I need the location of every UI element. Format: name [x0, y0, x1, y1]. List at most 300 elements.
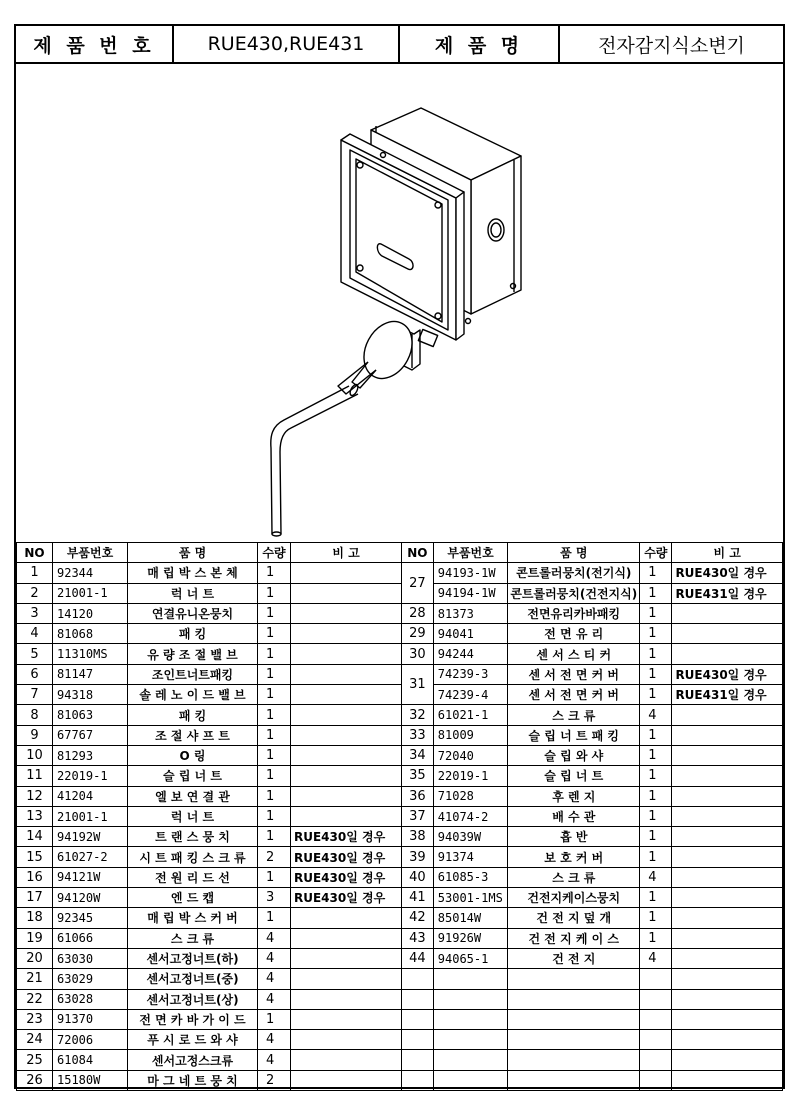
qty-cell: 1 [640, 786, 672, 806]
table-row [402, 1030, 783, 1050]
part-name-cell: 건 전 지 [508, 948, 640, 968]
part-name-cell [508, 1009, 640, 1029]
product-label: 제 품 명 [400, 26, 560, 62]
table-row [17, 1009, 402, 1029]
part-no-cell: 20 [17, 948, 53, 968]
part-code-cell: 71028 [433, 786, 508, 806]
parts-table-right [401, 542, 783, 1091]
part-code-cell: 22019-1 [433, 766, 508, 786]
table-row [17, 908, 402, 928]
note-cell [291, 786, 402, 806]
part-no-cell: 29 [402, 624, 434, 644]
header-qty: 수량 [640, 543, 672, 563]
part-name-cell: 슬 립 와 샤 [508, 745, 640, 765]
qty-cell: 1 [258, 685, 291, 705]
part-name-cell: 조 절 샤 프 트 [128, 725, 258, 745]
note-cell [672, 705, 783, 725]
note-cell [291, 644, 402, 664]
part-name-cell: 패 킹 [128, 624, 258, 644]
qty-cell: 1 [640, 685, 672, 705]
part-name-cell: 전 면 유 리 [508, 624, 640, 644]
header-qty: 수량 [258, 543, 291, 563]
part-code-cell: 72006 [53, 1030, 128, 1050]
note-cell [291, 928, 402, 948]
table-row [402, 685, 783, 705]
note-cell: RUE430일 경우 [672, 563, 783, 583]
table-row [402, 827, 783, 847]
note-cell [291, 745, 402, 765]
part-no-cell: 34 [402, 745, 434, 765]
note-cell [291, 685, 402, 705]
part-name-cell: 마 그 네 트 뭉 치 [128, 1070, 258, 1090]
part-name-cell: 센 서 전 면 커 버 [508, 685, 640, 705]
table-row [402, 908, 783, 928]
part-code-cell: 94039W [433, 827, 508, 847]
header-note: 비 고 [672, 543, 783, 563]
part-no-cell: 25 [17, 1050, 53, 1070]
header-note: 비 고 [291, 543, 402, 563]
part-no-cell [402, 969, 434, 989]
part-code-cell: 74239-4 [433, 685, 508, 705]
part-no-cell: 40 [402, 867, 434, 887]
part-code-cell: 94120W [53, 888, 128, 908]
part-no-cell: 4 [17, 624, 53, 644]
part-name-cell: 보 호 커 버 [508, 847, 640, 867]
parts-sheet [14, 24, 785, 1089]
part-name-cell: 슬 립 너 트 [128, 766, 258, 786]
table-row [17, 644, 402, 664]
part-code-cell: 92344 [53, 563, 128, 583]
product-value: 전자감지식소변기 [598, 34, 745, 57]
table-header-row [17, 543, 402, 563]
part-code-cell: 61085-3 [433, 867, 508, 887]
part-code-cell: 81373 [433, 603, 508, 623]
table-row [402, 664, 783, 684]
table-row [17, 583, 402, 603]
part-no-cell: 21 [17, 969, 53, 989]
part-code-cell: 41074-2 [433, 806, 508, 826]
part-no-cell: 42 [402, 908, 434, 928]
parts-table-left [16, 542, 402, 1091]
header-part-name: 품 명 [128, 543, 258, 563]
note-cell: RUE430일 경우 [291, 867, 402, 887]
qty-cell: 4 [258, 989, 291, 1009]
part-no-cell: 37 [402, 806, 434, 826]
qty-cell: 4 [640, 948, 672, 968]
part-code-cell: 63029 [53, 969, 128, 989]
part-name-cell: 센 서 스 티 커 [508, 644, 640, 664]
qty-cell [640, 1009, 672, 1029]
header-part-name: 품 명 [508, 543, 640, 563]
part-code-cell: 15180W [53, 1070, 128, 1090]
qty-cell: 1 [258, 786, 291, 806]
part-name-cell: 건 전 지 덮 개 [508, 908, 640, 928]
part-code-cell: 21001-1 [53, 583, 128, 603]
note-cell [672, 827, 783, 847]
part-no-cell: 15 [17, 847, 53, 867]
table-row [17, 603, 402, 623]
part-code-cell: 61027-2 [53, 847, 128, 867]
part-name-cell: 센 서 전 면 커 버 [508, 664, 640, 684]
part-code-cell: 94065-1 [433, 948, 508, 968]
table-row [17, 867, 402, 887]
part-name-cell: 건 전 지 케 이 스 [508, 928, 640, 948]
qty-cell: 1 [640, 806, 672, 826]
note-cell [291, 603, 402, 623]
qty-cell: 1 [258, 624, 291, 644]
part-name-cell: 후 렌 지 [508, 786, 640, 806]
note-cell [291, 908, 402, 928]
part-name-cell: 건전지케이스뭉치 [508, 888, 640, 908]
note-cell [291, 725, 402, 745]
qty-cell: 1 [258, 745, 291, 765]
table-row [402, 806, 783, 826]
qty-cell: 1 [640, 766, 672, 786]
table-row [17, 1070, 402, 1090]
qty-cell: 1 [258, 583, 291, 603]
part-no-cell: 26 [17, 1070, 53, 1090]
part-no-cell: 1 [17, 563, 53, 583]
note-cell: RUE430일 경우 [672, 664, 783, 684]
part-name-cell: 센서고정너트(중) [128, 969, 258, 989]
part-name-cell: 전면유리카바패킹 [508, 603, 640, 623]
note-cell [291, 1050, 402, 1070]
note-cell [291, 1009, 402, 1029]
table-row [17, 766, 402, 786]
part-no-cell: 9 [17, 725, 53, 745]
qty-cell: 1 [640, 827, 672, 847]
qty-cell: 1 [258, 806, 291, 826]
note-cell [672, 786, 783, 806]
qty-cell: 1 [258, 827, 291, 847]
table-row [17, 745, 402, 765]
part-no-cell: 38 [402, 827, 434, 847]
part-no-cell: 41 [402, 888, 434, 908]
part-name-cell: 센서고정너트(상) [128, 989, 258, 1009]
note-cell [672, 644, 783, 664]
qty-cell: 2 [258, 847, 291, 867]
qty-cell: 1 [258, 1009, 291, 1029]
part-no-cell: 30 [402, 644, 434, 664]
part-code-cell: 61066 [53, 928, 128, 948]
note-cell [672, 806, 783, 826]
note-cell [672, 908, 783, 928]
part-code-cell: 63030 [53, 948, 128, 968]
part-no-cell: 6 [17, 664, 53, 684]
table-row [402, 1009, 783, 1029]
part-name-cell: 슬 립 너 트 [508, 766, 640, 786]
qty-cell: 4 [258, 1030, 291, 1050]
header-part-code: 부품번호 [433, 543, 508, 563]
qty-cell: 1 [640, 928, 672, 948]
part-no-cell: 33 [402, 725, 434, 745]
table-row [17, 888, 402, 908]
part-name-cell: 콘트롤러뭉치(건전지식) [508, 583, 640, 603]
qty-cell: 1 [640, 563, 672, 583]
part-no-cell [402, 989, 434, 1009]
part-no-cell: 12 [17, 786, 53, 806]
table-row [17, 664, 402, 684]
table-row [17, 827, 402, 847]
qty-cell [640, 1070, 672, 1090]
table-row [402, 928, 783, 948]
part-code-cell: 94193-1W [433, 563, 508, 583]
part-name-cell: 엘 보 연 결 관 [128, 786, 258, 806]
part-code-cell: 94192W [53, 827, 128, 847]
part-no-cell: 39 [402, 847, 434, 867]
qty-cell: 1 [258, 705, 291, 725]
table-row [402, 563, 783, 583]
part-name-cell [508, 1030, 640, 1050]
part-code-cell: 14120 [53, 603, 128, 623]
part-no-cell: 14 [17, 827, 53, 847]
note-cell [291, 624, 402, 644]
part-name-cell: 트 랜 스 뭉 치 [128, 827, 258, 847]
note-cell: RUE430일 경우 [291, 847, 402, 867]
header-row [16, 26, 783, 64]
header-no: NO [402, 543, 434, 563]
qty-cell [640, 989, 672, 1009]
part-code-cell: 61084 [53, 1050, 128, 1070]
part-name-cell: 전 원 리 드 선 [128, 867, 258, 887]
part-name-cell: 유 량 조 절 밸 브 [128, 644, 258, 664]
part-name-cell: 배 수 관 [508, 806, 640, 826]
part-name-cell: 솔 레 노 이 드 밸 브 [128, 685, 258, 705]
part-code-cell: 21001-1 [53, 806, 128, 826]
part-name-cell: 전 면 카 바 가 이 드 [128, 1009, 258, 1029]
part-no-cell: 2 [17, 583, 53, 603]
qty-cell: 4 [258, 948, 291, 968]
part-code-cell [433, 1030, 508, 1050]
note-cell [672, 745, 783, 765]
header-part-code: 부품번호 [53, 543, 128, 563]
part-no-cell: 19 [17, 928, 53, 948]
qty-cell: 4 [640, 705, 672, 725]
part-name-cell: 스 크 류 [128, 928, 258, 948]
note-cell [672, 928, 783, 948]
part-code-cell: 81068 [53, 624, 128, 644]
part-no-cell: 3 [17, 603, 53, 623]
part-no-cell: 16 [17, 867, 53, 887]
table-row [402, 1070, 783, 1090]
part-code-cell [433, 1050, 508, 1070]
part-name-cell: 패 킹 [128, 705, 258, 725]
qty-cell [640, 1030, 672, 1050]
table-row [402, 725, 783, 745]
table-row [402, 867, 783, 887]
part-name-cell: 시 트 패 킹 스 크 류 [128, 847, 258, 867]
part-name-cell: 럭 너 트 [128, 583, 258, 603]
part-code-cell [433, 969, 508, 989]
part-no-cell: 8 [17, 705, 53, 725]
qty-cell: 4 [258, 928, 291, 948]
part-name-cell: 조인트너트패킹 [128, 664, 258, 684]
note-cell [291, 806, 402, 826]
part-no-cell: 10 [17, 745, 53, 765]
table-row [17, 786, 402, 806]
part-no-cell [402, 1050, 434, 1070]
note-cell [672, 989, 783, 1009]
qty-cell: 1 [640, 745, 672, 765]
note-cell [672, 888, 783, 908]
note-cell [672, 725, 783, 745]
part-name-cell [508, 1050, 640, 1070]
part-code-cell [433, 1070, 508, 1090]
part-code-cell: 81063 [53, 705, 128, 725]
part-code-cell: 81293 [53, 745, 128, 765]
table-row [402, 603, 783, 623]
part-name-cell: 매 립 박 스 본 체 [128, 563, 258, 583]
qty-cell [640, 1050, 672, 1070]
part-no-cell: 32 [402, 705, 434, 725]
table-row [17, 989, 402, 1009]
part-name-cell: 엔 드 캡 [128, 888, 258, 908]
table-header-row [402, 543, 783, 563]
qty-cell: 1 [258, 725, 291, 745]
qty-cell: 1 [258, 563, 291, 583]
part-no-cell: 28 [402, 603, 434, 623]
part-name-cell: 센서고정스크류 [128, 1050, 258, 1070]
note-cell [291, 766, 402, 786]
part-code-cell: 11310MS [53, 644, 128, 664]
note-cell [291, 664, 402, 684]
table-row [17, 948, 402, 968]
part-name-cell: 흡 반 [508, 827, 640, 847]
qty-cell: 1 [640, 583, 672, 603]
table-row [402, 948, 783, 968]
note-cell [672, 1050, 783, 1070]
part-no-cell: 35 [402, 766, 434, 786]
table-row [17, 806, 402, 826]
part-code-cell: 91370 [53, 1009, 128, 1029]
table-row [17, 725, 402, 745]
header-no: NO [17, 543, 53, 563]
part-name-cell: 럭 너 트 [128, 806, 258, 826]
note-cell [672, 766, 783, 786]
qty-cell: 1 [640, 908, 672, 928]
note-cell [291, 948, 402, 968]
qty-cell: 1 [640, 603, 672, 623]
part-code-cell: 92345 [53, 908, 128, 928]
qty-cell: 1 [258, 603, 291, 623]
table-row [402, 766, 783, 786]
qty-cell: 1 [640, 888, 672, 908]
table-row [402, 745, 783, 765]
part-no-cell: 5 [17, 644, 53, 664]
note-cell [672, 969, 783, 989]
table-row [17, 685, 402, 705]
part-no-cell: 22 [17, 989, 53, 1009]
part-code-cell: 94121W [53, 867, 128, 887]
part-name-cell: 푸 시 로 드 와 샤 [128, 1030, 258, 1050]
part-no-cell [402, 1030, 434, 1050]
product-drawing [16, 64, 783, 542]
part-code-cell [433, 989, 508, 1009]
note-cell [672, 1070, 783, 1090]
part-name-cell: 스 크 류 [508, 867, 640, 887]
part-no-cell: 13 [17, 806, 53, 826]
table-row [402, 705, 783, 725]
table-row [402, 583, 783, 603]
qty-cell [640, 969, 672, 989]
qty-cell: 1 [640, 624, 672, 644]
qty-cell: 4 [640, 867, 672, 887]
part-code-cell: 61021-1 [433, 705, 508, 725]
table-row [402, 1050, 783, 1070]
note-cell [672, 624, 783, 644]
part-code-cell: 41204 [53, 786, 128, 806]
qty-cell: 1 [258, 908, 291, 928]
qty-cell: 1 [258, 867, 291, 887]
part-no-cell: 7 [17, 685, 53, 705]
part-code-cell: 94244 [433, 644, 508, 664]
note-cell [672, 603, 783, 623]
note-cell: RUE430일 경우 [291, 827, 402, 847]
part-name-cell: 슬 립 너 트 패 킹 [508, 725, 640, 745]
note-cell [291, 969, 402, 989]
table-row [402, 969, 783, 989]
qty-cell: 3 [258, 888, 291, 908]
part-no-cell: 18 [17, 908, 53, 928]
table-row [402, 624, 783, 644]
qty-cell: 1 [258, 664, 291, 684]
note-cell [291, 583, 402, 603]
part-code-cell: 72040 [433, 745, 508, 765]
part-no-cell: 44 [402, 948, 434, 968]
part-no-cell: 36 [402, 786, 434, 806]
note-cell [291, 1030, 402, 1050]
part-code-cell: 91926W [433, 928, 508, 948]
part-code-cell: 81147 [53, 664, 128, 684]
qty-cell: 4 [258, 969, 291, 989]
part-code-cell: 94318 [53, 685, 128, 705]
part-code-cell [433, 1009, 508, 1029]
note-cell [291, 705, 402, 725]
part-name-cell: 연결유니온뭉치 [128, 603, 258, 623]
part-no-value: RUE430,RUE431 [174, 26, 400, 62]
note-cell: RUE431일 경우 [672, 583, 783, 603]
part-code-cell: 94194-1W [433, 583, 508, 603]
table-row [17, 1050, 402, 1070]
table-row [17, 847, 402, 867]
part-code-cell: 63028 [53, 989, 128, 1009]
part-name-cell: 콘트롤러뭉치(전기식) [508, 563, 640, 583]
part-code-cell: 22019-1 [53, 766, 128, 786]
qty-cell: 1 [640, 725, 672, 745]
qty-cell: 4 [258, 1050, 291, 1070]
qty-cell: 1 [640, 847, 672, 867]
part-name-cell [508, 1070, 640, 1090]
part-code-cell: 81009 [433, 725, 508, 745]
table-row [17, 624, 402, 644]
part-name-cell [508, 989, 640, 1009]
part-no-cell [402, 1009, 434, 1029]
part-no-cell: 24 [17, 1030, 53, 1050]
table-row [402, 989, 783, 1009]
note-cell [291, 1070, 402, 1090]
note-cell [672, 1009, 783, 1029]
part-no-cell: 31 [402, 664, 434, 705]
part-name-cell: O 링 [128, 745, 258, 765]
note-cell [291, 563, 402, 583]
part-no-cell: 27 [402, 563, 434, 604]
part-name-cell [508, 969, 640, 989]
note-cell: RUE431일 경우 [672, 685, 783, 705]
part-no-cell [402, 1070, 434, 1090]
qty-cell: 1 [258, 644, 291, 664]
table-row [402, 786, 783, 806]
part-code-cell: 53001-1MS [433, 888, 508, 908]
